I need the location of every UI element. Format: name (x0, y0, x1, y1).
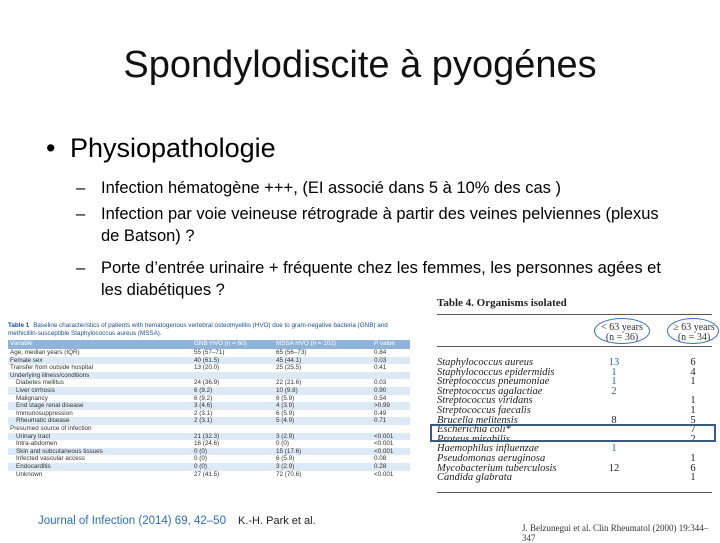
count-under-63: 12 (608, 462, 620, 474)
table-cell: 6 (9.2) (194, 394, 213, 402)
table-cell: 0.03 (374, 356, 387, 364)
count-63-plus: 1 (690, 452, 696, 464)
table-cell: 24 (36.9) (194, 379, 220, 387)
header-gnb: GNB HVO (n = 60) (194, 340, 247, 347)
table-row (8, 402, 410, 410)
table-cell: Urinary tract (16, 432, 51, 440)
table-cell: 13 (20.0) (194, 364, 220, 372)
organism-name: Staphylococcus aureus (437, 357, 534, 368)
organism-row (437, 395, 712, 405)
slide-title: Spondylodiscite à pyogénes (123, 44, 597, 86)
dash-icon: – (76, 179, 86, 197)
table-cell: 4 (3.9) (276, 402, 295, 410)
table-row (8, 448, 410, 456)
table-cell: 0.54 (374, 394, 387, 402)
table-cell: 3 (2.9) (276, 432, 295, 440)
table-row (8, 395, 410, 403)
table-cell: 0 (0) (194, 455, 207, 463)
table-cell: 2 (3.1) (194, 409, 213, 417)
organism-name: Staphylococcus epidermidis (437, 366, 555, 378)
table-cell: End stage renal disease (16, 402, 84, 410)
table-row (8, 425, 410, 433)
table-cell: 0 (0) (276, 440, 289, 448)
table-cell: <0.001 (374, 447, 394, 455)
table-cell: <0.001 (374, 432, 394, 440)
col1-n: (n = 36) (605, 332, 639, 343)
table-cell: 55 (57–71) (194, 349, 225, 356)
table-cell: Liver cirrhosis (16, 386, 55, 394)
table-cell: 72 (70.6) (276, 470, 302, 478)
count-63-plus: 7 (690, 424, 696, 436)
table-row (8, 440, 410, 448)
table1-body (8, 349, 410, 478)
table1-caption-label: Table 1 (8, 322, 30, 329)
organism-row (437, 453, 712, 463)
organism-name: Brucella melitensis (437, 414, 518, 426)
table-cell: Malignancy (16, 394, 48, 402)
table-row (8, 372, 410, 380)
table-row (8, 357, 410, 365)
organism-name: Proteus mirabilis (437, 433, 510, 445)
table-cell: 0 (0) (194, 447, 207, 455)
count-63-plus: 1 (690, 376, 696, 388)
table-cell: 27 (41.5) (194, 470, 220, 478)
count-under-63: 13 (608, 357, 620, 368)
table-cell: Endocarditis (16, 462, 51, 470)
table-cell: 0.41 (374, 364, 387, 372)
col2-n: (n = 34) (677, 332, 711, 343)
count-63-plus: 1 (690, 472, 696, 484)
count-under-63: 8 (611, 414, 617, 426)
table-cell: Skin and subcutaneous tissues (16, 447, 103, 455)
subitem-text: Infection par voie veineuse rétrograde à partir des veines pelviennes (plexus de Batson) ? (101, 205, 659, 245)
table-row (8, 433, 410, 441)
table-cell: 15 (17.6) (276, 447, 302, 455)
count-63-plus: 2 (690, 433, 696, 445)
table1-caption (8, 322, 410, 338)
table-row (8, 417, 410, 425)
organism-row (437, 386, 712, 396)
organism-row (437, 376, 712, 386)
bullet-text: Physiopathologie (70, 133, 276, 163)
table-cell: 3 (4.6) (194, 402, 213, 410)
subitem-text: Infection hématogène +++, (EI associé dans 5 à 10% des cas ) (101, 179, 561, 197)
organism-row (437, 367, 712, 377)
table-cell: 3 (2.9) (276, 462, 295, 470)
table-cell: 0.90 (374, 386, 387, 394)
table-cell: <0.001 (374, 470, 394, 478)
col2-label: ≥ 63 years (673, 322, 715, 333)
subitem-text: Porte d’entrée urinaire + fréquente chez les femmes, les personnes agées et les diabétiques ? (101, 259, 661, 299)
table-cell: 0 (0) (194, 462, 207, 470)
table-cell: 0.03 (374, 379, 387, 387)
table-cell: 6 (5.9) (276, 409, 295, 417)
table2-title: Table 4. Organisms isolated (437, 297, 567, 309)
organism-name: Streptococcus viridans (437, 395, 533, 407)
subitem-2 (76, 203, 676, 247)
count-under-63: 1 (611, 443, 617, 455)
authors-reference: K.-H. Park et al. (238, 515, 316, 527)
organism-row (437, 443, 712, 453)
organism-row (437, 472, 712, 482)
table-cell: 16 (24.6) (194, 440, 220, 448)
organisms-table-body (437, 357, 712, 482)
dash-icon: – (76, 259, 86, 277)
table2-header-rule (437, 346, 712, 347)
table-cell: 0.28 (374, 462, 387, 470)
organism-name: Pseudomonas aeruginosa (437, 452, 546, 464)
count-under-63: 1 (611, 376, 617, 388)
organism-name: Haemophilus influenzae (437, 443, 539, 455)
table-cell: >0.99 (374, 402, 390, 410)
count-63-plus: 1 (690, 395, 696, 407)
organism-name: Streptococcus agalactiae (437, 385, 543, 397)
table-cell: Immunosuppression (16, 409, 73, 417)
table-row (8, 463, 410, 471)
table-cell: Rheumatic disease (16, 417, 70, 425)
table-cell: 0.71 (374, 417, 387, 425)
header-mssa: MSSA HVO (n = 102) (276, 340, 337, 347)
count-under-63: 1 (611, 366, 617, 378)
table-cell: Unknown (16, 470, 43, 478)
count-63-plus: 6 (690, 357, 696, 368)
table-cell: 65 (56–73) (276, 349, 307, 356)
table-cell: 40 (61.5) (194, 356, 220, 364)
table-row (8, 379, 410, 387)
count-63-plus: 6 (690, 462, 696, 474)
organism-name: Mycobacterium tuberculosis (437, 462, 557, 474)
subitem-1 (76, 177, 676, 199)
table-cell: Diabetes mellitus (16, 379, 64, 387)
header-variable: Variable (10, 340, 33, 347)
organism-name: Escherichia coli* (437, 424, 511, 436)
table-cell: 0.49 (374, 409, 387, 417)
table1-caption-text: Baseline characteristics of patients with hematogenous vertebral osteomyelitis (HVO) due to gram-negative bacteria (GNB) and methicillin-susceptible Staphylococcus aureus (MSSA). (8, 322, 388, 337)
table-cell: 2 (3.1) (194, 417, 213, 425)
highlight-oval-col2 (667, 318, 719, 344)
table-cell: Transfer from outside hospital (10, 364, 94, 372)
count-63-plus: 5 (690, 414, 696, 426)
table-row (8, 387, 410, 395)
table-row (8, 471, 410, 479)
organism-name: Streptococcus faecalis (437, 404, 531, 416)
organism-name: Candida glabrata (437, 472, 512, 484)
bullet-dot-icon: • (46, 133, 56, 163)
journal-reference: Journal of Infection (2014) 69, 42–50 (38, 515, 226, 527)
baseline-characteristics-table (8, 322, 410, 512)
count-63-plus: 4 (690, 366, 696, 378)
highlight-box-ecoli (430, 424, 716, 442)
table-cell: 10 (9.8) (276, 386, 298, 394)
table-cell: 22 (21.6) (276, 379, 302, 387)
table-cell: 25 (25.5) (276, 364, 302, 372)
col1-label: < 63 years (601, 322, 643, 333)
table2-top-rule (437, 314, 712, 315)
table-row (8, 455, 410, 463)
table-cell: 0.84 (374, 349, 387, 356)
organism-row (437, 405, 712, 415)
count-under-63: 2 (611, 385, 617, 397)
header-pvalue: P value (374, 340, 395, 347)
table-cell: 45 (44.1) (276, 356, 302, 364)
table-cell: <0.001 (374, 440, 394, 448)
table-cell: 6 (5.9) (276, 455, 295, 463)
table-cell: Infected vascular access (16, 455, 85, 463)
table-cell: 5 (4.9) (276, 417, 295, 425)
table2-citation: J. Belzunegui et al. Clin Rheumatol (2000) 19:344–347 (522, 523, 709, 543)
table1-header (8, 340, 410, 349)
organism-name: Streptococcus pneumoniae (437, 376, 550, 388)
table-cell: 6 (5.9) (276, 394, 295, 402)
table-cell: 6 (9.2) (194, 386, 213, 394)
table-row (8, 410, 410, 418)
bullet-physiopathologie (46, 133, 276, 164)
organism-row (437, 415, 712, 425)
table-cell: 21 (32.3) (194, 432, 220, 440)
table-row (8, 349, 410, 357)
table2-bottom-rule (437, 492, 712, 493)
dash-icon: – (76, 205, 86, 223)
table-cell: Underlying illness/conditions (10, 371, 90, 379)
organism-row (437, 463, 712, 473)
table-row (8, 364, 410, 372)
organism-row (437, 357, 712, 367)
table-cell: Presumed source of infection (10, 424, 92, 432)
count-63-plus: 1 (690, 404, 696, 416)
table-cell: Intra-abdomen (16, 440, 57, 448)
table-cell: Female sex (10, 356, 43, 364)
table-cell: 0.08 (374, 455, 387, 463)
highlight-oval-col1 (594, 318, 650, 344)
subitem-3 (76, 257, 676, 301)
table-cell: Age, median years (IQR) (10, 349, 80, 356)
